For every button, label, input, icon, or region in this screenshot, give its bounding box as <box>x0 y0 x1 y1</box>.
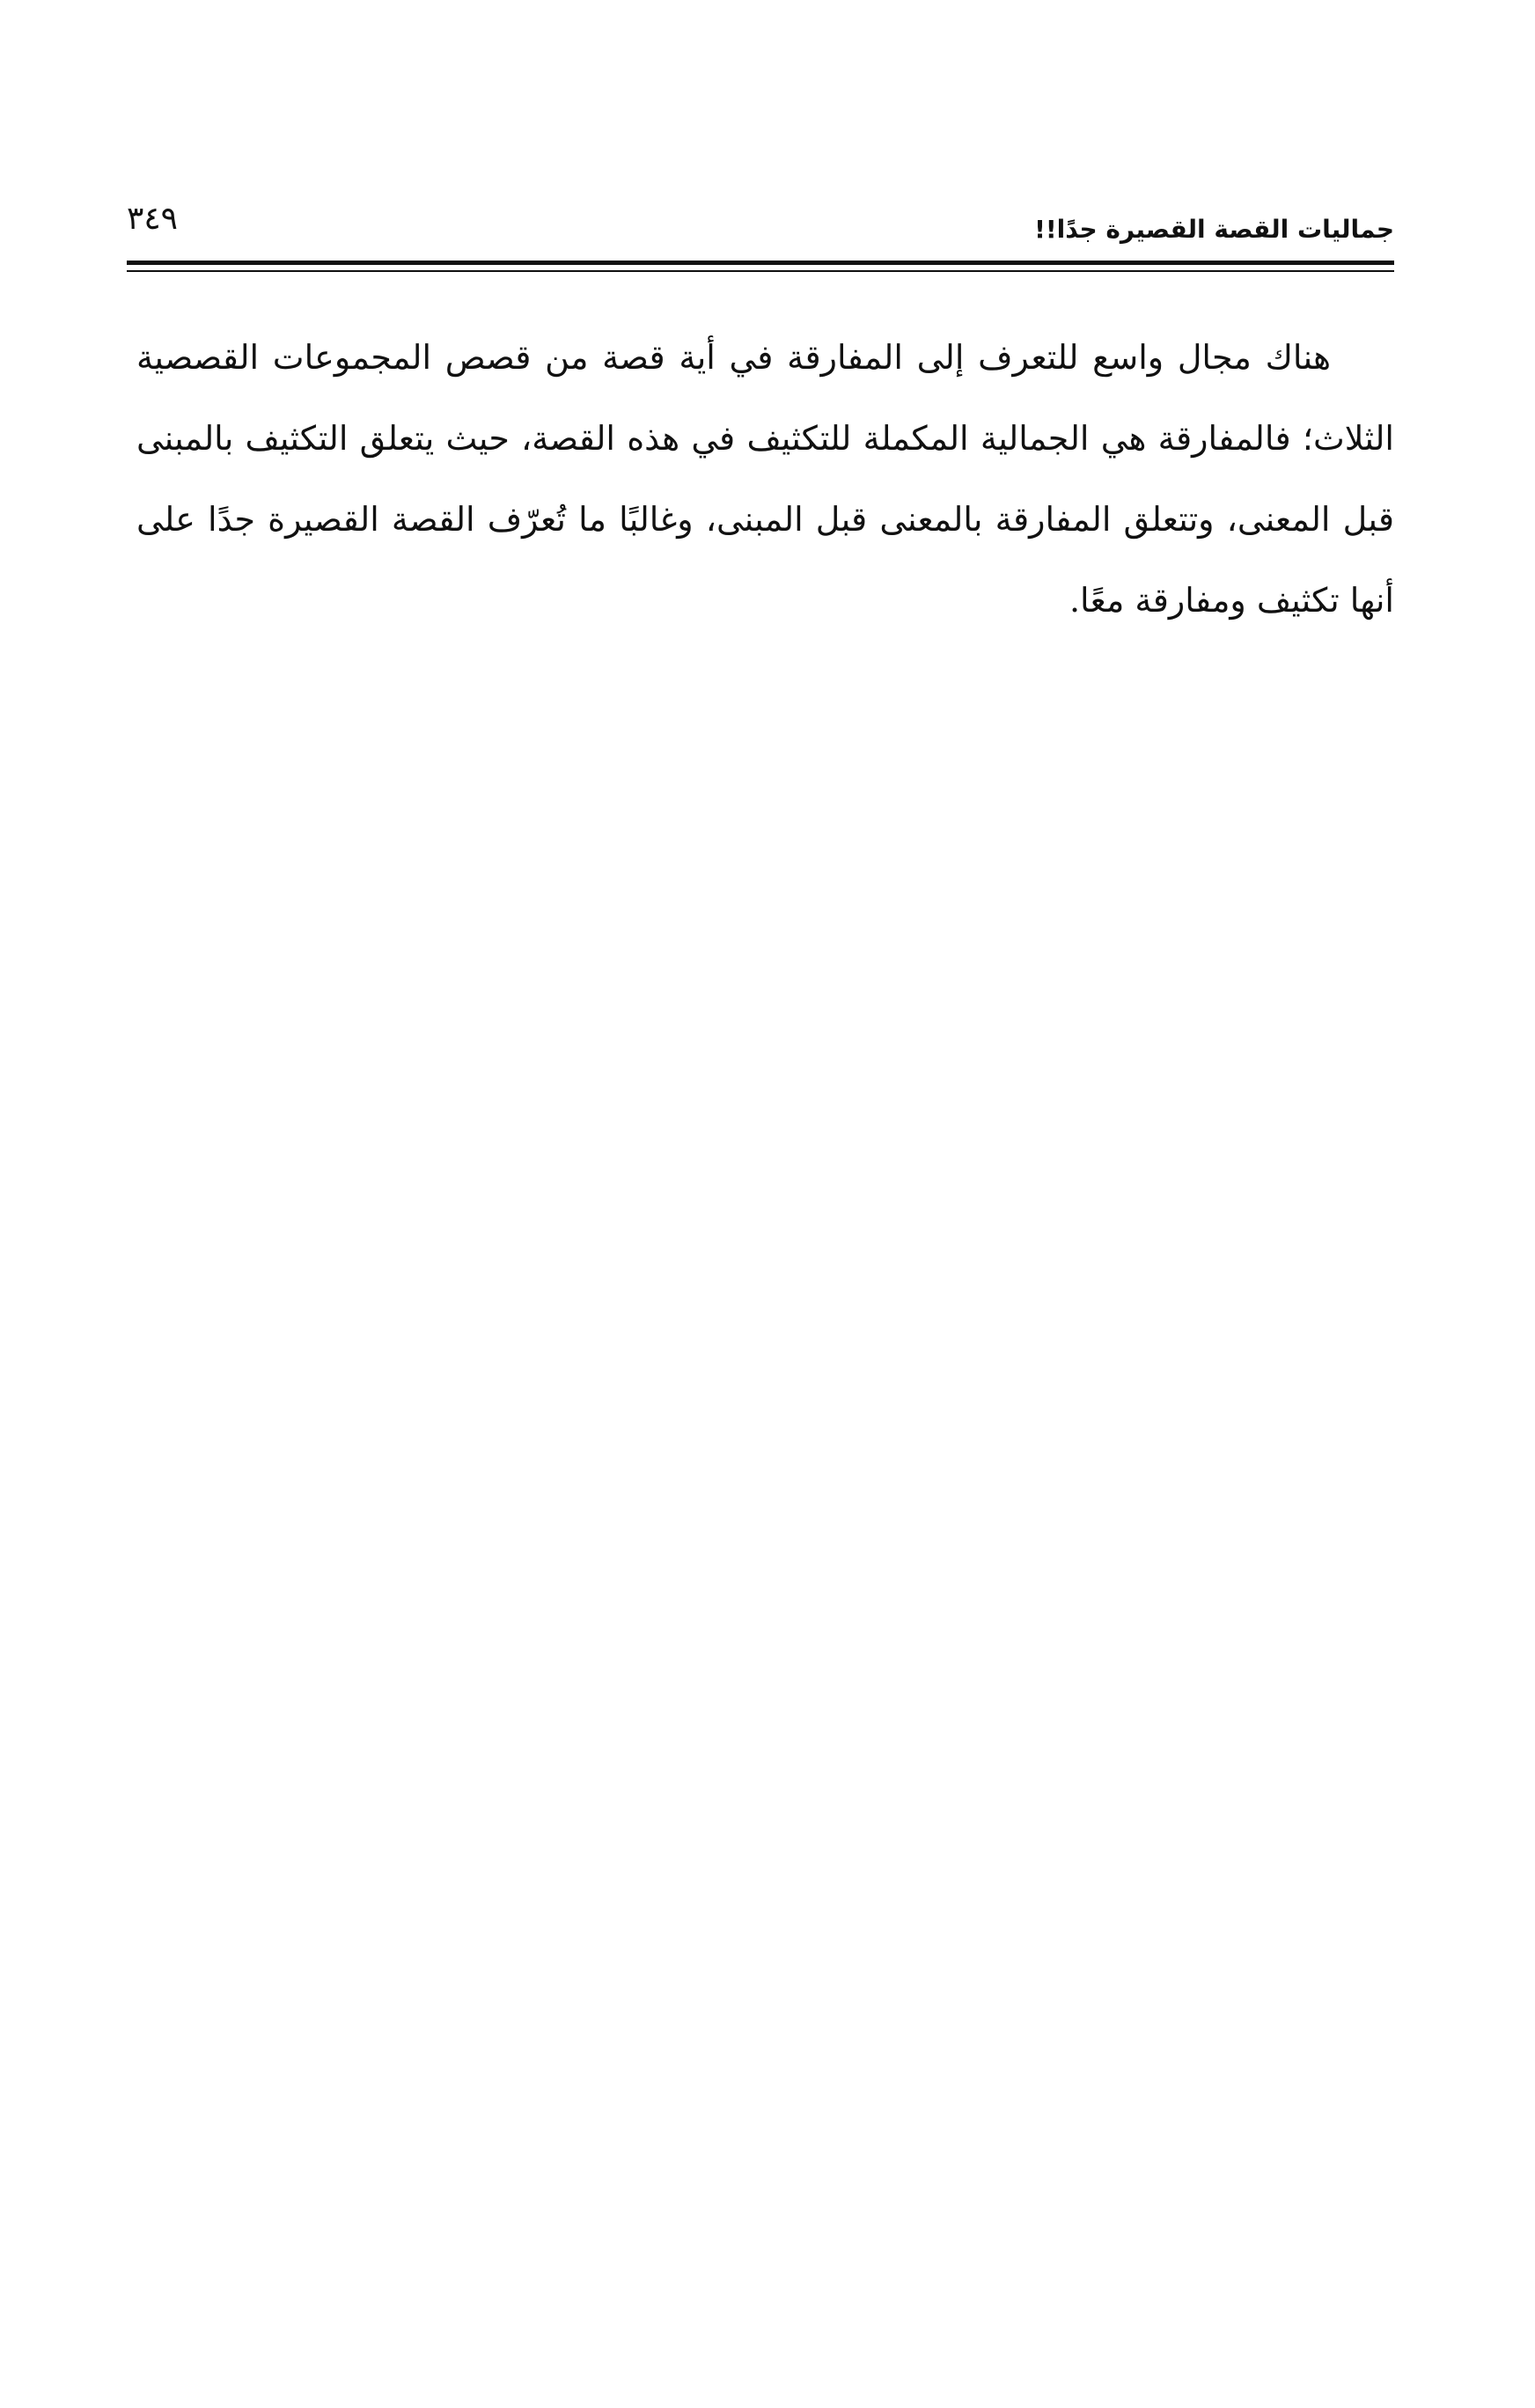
body-paragraph: هناك مجال واسع للتعرف إلى المفارقة في أية قصة من قصص المجموعات القصصية الثلاث؛ فالمفارقة هي الجمالية المكملة للتكثيف في هذه القصة، حيث يتعلق التكثيف بالمبنى قبل المعنى، وتتعلق المفارقة بالمعنى قبل المبنى، وغالبًا ما تُعرّف القصة القصيرة جدًا على أنها تكثيف ومفارقة معًا. <box>136 338 1394 620</box>
running-title: جماليات القصة القصيرة جدًا!! <box>1034 215 1394 244</box>
page-header <box>127 199 1394 252</box>
page-number: ٣٤٩ <box>127 201 179 237</box>
header-rule-thick <box>127 261 1394 265</box>
header-rule-thin <box>127 270 1394 272</box>
